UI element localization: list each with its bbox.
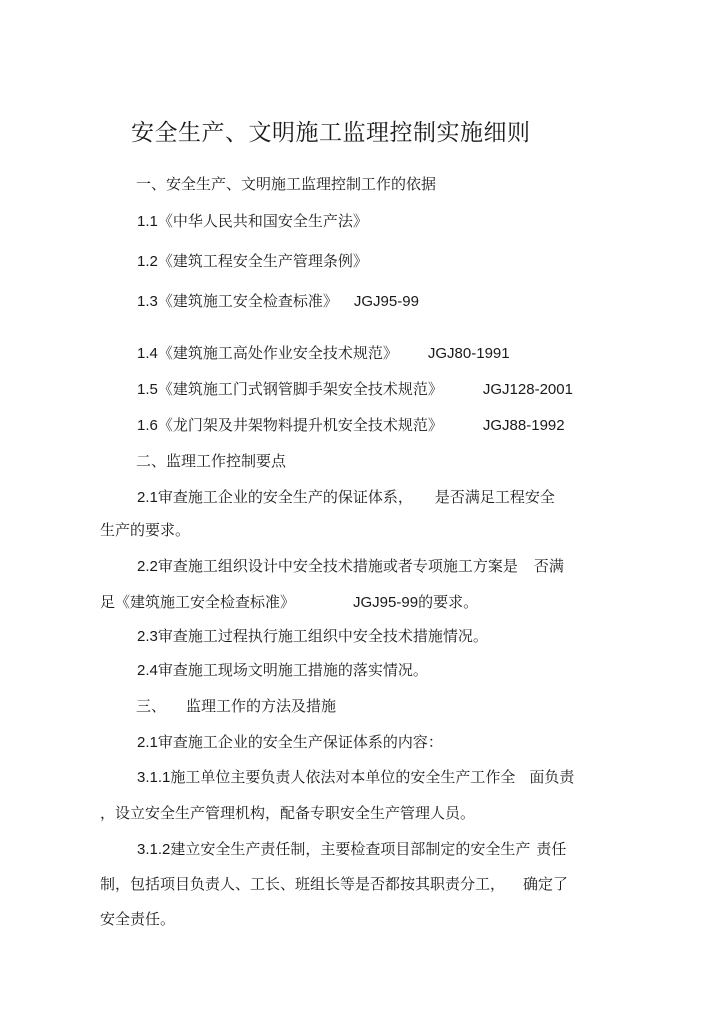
item-number: 1.2: [137, 253, 158, 270]
item-number: 3.1.2: [137, 841, 171, 858]
paragraph-2-3: [137, 626, 488, 647]
list-item: [137, 415, 565, 436]
standard-code: JGJ95-99: [353, 293, 419, 310]
section-title: 监理工作的方法及措施: [186, 697, 337, 715]
paragraph-text: 审查施工企业的安全生产的保证体系，: [157, 488, 413, 506]
paragraph-3-1-1: [137, 767, 574, 788]
item-text: 《建筑工程安全生产管理条例》: [157, 252, 368, 270]
item-text: 《龙门架及井架物料提升机安全技术规范》: [157, 416, 443, 434]
item-number: 1.4: [137, 345, 158, 362]
paragraph-2-1: [137, 487, 555, 508]
page-title: 安全生产、文明施工监理控制实施细则: [131, 120, 531, 146]
paragraph-2-1-cont: 生产的要求。: [100, 521, 191, 539]
paragraph-text: 责任: [536, 840, 567, 858]
item-number: 1.6: [137, 417, 158, 434]
paragraph-2-4: [137, 660, 428, 681]
item-number: 1.5: [137, 381, 158, 398]
section1-heading: 一、安全生产、文明施工监理控制工作的依据: [136, 175, 437, 193]
item-text: 《建筑施工高处作业安全技术规范》: [157, 344, 398, 362]
item-text: 《建筑施工门式钢管脚手架安全技术规范》: [157, 380, 443, 398]
paragraph-text: 否满: [533, 557, 564, 575]
paragraph-text: 确定了: [523, 875, 569, 893]
section2-heading: 二、监理工作控制要点: [136, 452, 287, 470]
standard-code: JGJ128-2001: [482, 381, 573, 398]
paragraph-text: 审查施工现场文明施工措施的落实情况。: [157, 661, 428, 679]
paragraph-text: 是否满足工程安全: [434, 488, 555, 506]
paragraph-3-1-1-cont: ，设立安全生产管理机构，配备专职安全生产管理人员。: [100, 804, 476, 822]
list-item: [137, 251, 368, 272]
item-number: 1.1: [137, 213, 158, 230]
item-number: 2.1: [137, 489, 158, 506]
paragraph-text: 审查施工企业的安全生产保证体系的内容：: [157, 733, 443, 751]
list-item: [137, 343, 510, 364]
paragraph-text: 面负责: [529, 768, 575, 786]
section3-heading: [136, 696, 336, 716]
paragraph-text: 的要求。: [418, 593, 479, 611]
paragraph-text: 制，包括项目负责人、工长、班组长等是否都按其职责分工，: [100, 875, 506, 893]
paragraph-2-2: [137, 556, 564, 577]
item-text: 《建筑施工安全检查标准》: [157, 292, 338, 310]
paragraph-text: 足《建筑施工安全检查标准》: [100, 593, 296, 611]
paragraph-3-1-2: [137, 839, 566, 860]
list-item: [137, 291, 419, 312]
section-number: 三、: [136, 697, 167, 715]
paragraph-3-1-2-end: 安全责任。: [100, 910, 176, 928]
list-item: [137, 379, 573, 400]
item-text: 《中华人民共和国安全生产法》: [157, 212, 368, 230]
item-number: 2.1: [137, 734, 158, 751]
item-number: 2.2: [137, 558, 158, 575]
item-number: 1.3: [137, 293, 158, 310]
item-number: 2.3: [137, 628, 158, 645]
paragraph-text: 审查施工组织设计中安全技术措施或者专项施工方案是: [157, 557, 518, 575]
paragraph-3-1-2-cont: [100, 874, 568, 894]
list-item: [137, 211, 368, 232]
standard-code: JGJ88-1992: [482, 417, 565, 434]
paragraph-text: 审查施工过程执行施工组织中安全技术措施情况。: [157, 627, 488, 645]
standard-code: JGJ95-99: [353, 594, 419, 611]
paragraph-3-2-1: [137, 732, 443, 753]
standard-code: JGJ80-1991: [427, 345, 510, 362]
paragraph-text: 施工单位主要负责人依法对本单位的安全生产工作全: [170, 768, 516, 786]
item-number: 3.1.1: [137, 769, 171, 786]
paragraph-2-2-cont: [100, 592, 478, 613]
paragraph-text: 建立安全生产责任制，主要检查项目部制定的安全生产: [170, 840, 531, 858]
item-number: 2.4: [137, 662, 158, 679]
